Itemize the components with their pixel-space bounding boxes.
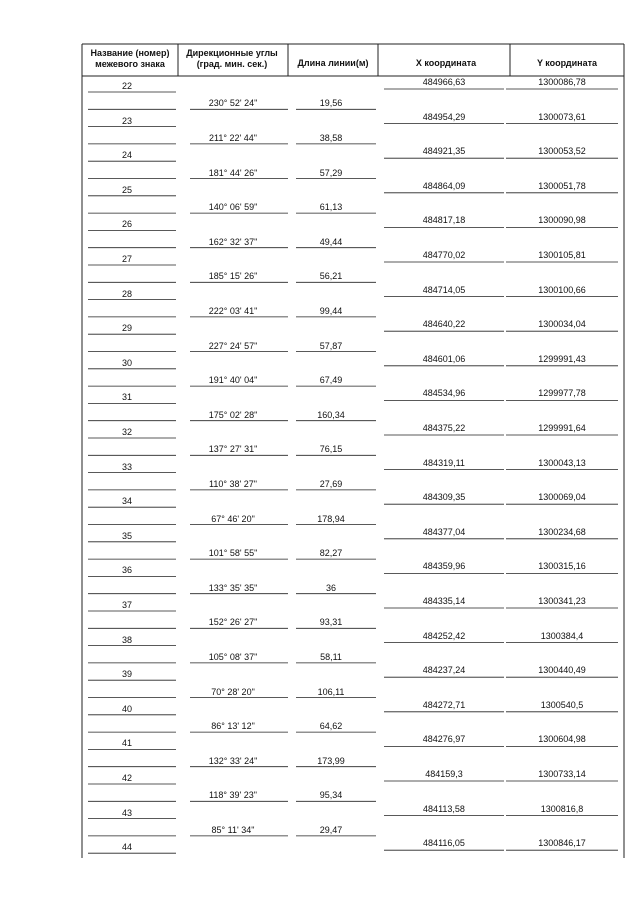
direction-angle: 110° 38' 27" (209, 478, 257, 489)
line-length: 76,15 (319, 444, 343, 455)
y-coordinate: 1300043,13 (538, 457, 586, 468)
mark-number: 32 (121, 427, 132, 437)
y-coordinate: 1300051,78 (538, 180, 586, 191)
line-length: 57,87 (319, 340, 343, 351)
mark-number: 28 (121, 288, 132, 299)
line-length: 61,13 (319, 202, 343, 213)
y-coordinate: 1300816,8 (540, 803, 584, 814)
y-coordinate: 1300086,78 (538, 77, 586, 87)
line-length: 19,56 (319, 98, 343, 109)
x-coordinate: 484640,22 (422, 319, 466, 330)
mark-number: 38 (121, 634, 132, 645)
mark-number: 35 (121, 530, 132, 541)
line-length: 95,34 (319, 790, 343, 801)
y-coordinate: 1300733,14 (538, 769, 586, 779)
line-length: 57,29 (319, 167, 343, 178)
y-coordinate: 1300440,49 (538, 665, 586, 676)
direction-angle: 152° 26' 27" (208, 617, 258, 628)
mark-number: 26 (121, 219, 132, 230)
line-length: 58,11 (320, 651, 342, 662)
direction-angle: 191° 40' 04" (208, 375, 258, 386)
y-coordinate: 1300341,23 (538, 596, 586, 606)
x-coordinate: 484601,06 (422, 353, 466, 364)
line-length: 82,27 (319, 548, 343, 559)
direction-angle: 132° 33' 24" (208, 755, 258, 766)
y-coordinate: 1300234,68 (538, 526, 586, 537)
line-length: 93,31 (319, 617, 343, 628)
line-length: 29,47 (319, 824, 343, 835)
mark-number: 36 (121, 565, 132, 576)
direction-angle: 70° 28' 20" (211, 686, 255, 697)
x-coordinate: 484534,96 (422, 388, 466, 399)
x-coordinate: 484335,14 (422, 596, 466, 606)
x-coordinate: 484359,96 (422, 561, 466, 572)
line-length: 160,34 (317, 409, 345, 420)
line-length: 49,44 (319, 236, 343, 247)
direction-angle: 133° 35' 35" (208, 582, 258, 593)
x-coordinate: 484921,35 (422, 146, 466, 157)
mark-number: 29 (121, 323, 132, 334)
y-coordinate: 1300069,04 (538, 492, 586, 503)
x-coordinate: 484276,97 (422, 734, 466, 745)
direction-angle: 162° 32' 37" (208, 236, 258, 247)
direction-angle: 185° 15' 26" (208, 271, 258, 282)
mark-number: 40 (121, 703, 132, 714)
mark-number: 34 (121, 496, 132, 507)
line-length: 106,11 (317, 686, 345, 697)
y-coordinate: 1300053,52 (538, 146, 586, 157)
line-length: 67,49 (319, 375, 343, 386)
direction-angle: 211° 22' 44" (209, 132, 257, 143)
direction-angle: 140° 06' 59" (208, 202, 258, 213)
mark-number: 33 (121, 461, 132, 472)
mark-number: 37 (121, 600, 132, 610)
y-coordinate: 1300105,81 (538, 250, 586, 260)
line-length: 27,69 (319, 478, 343, 489)
direction-angle: 101° 58' 55" (208, 548, 258, 559)
y-coordinate: 1300384,4 (540, 630, 584, 641)
x-coordinate: 484817,18 (422, 215, 466, 226)
mark-number: 24 (121, 150, 132, 161)
x-coordinate: 484714,05 (422, 284, 466, 295)
x-coordinate: 484864,09 (422, 180, 466, 191)
x-coordinate: 484770,02 (422, 250, 466, 260)
line-length: 99,44 (319, 305, 343, 316)
direction-angle: 181° 44' 26" (208, 167, 258, 178)
direction-angle: 222° 03' 41" (208, 305, 258, 316)
line-length: 64,62 (319, 721, 343, 732)
x-coordinate: 484966,63 (422, 77, 466, 87)
y-coordinate: 1300100,66 (538, 284, 586, 295)
mark-number: 27 (121, 254, 132, 264)
line-length: 173,99 (317, 755, 345, 766)
header-angle: Дирекционные углы (град. мин. сек.) (186, 48, 278, 69)
y-coordinate: 1300315,16 (538, 561, 586, 572)
x-coordinate: 484954,29 (422, 111, 466, 122)
y-coordinate: 1299991,43 (538, 353, 586, 364)
line-length: 38,58 (319, 132, 343, 143)
direction-angle: 118° 39' 23" (209, 790, 257, 801)
direction-angle: 227° 24' 57" (208, 340, 258, 351)
mark-number: 22 (121, 81, 132, 91)
mark-number: 39 (121, 669, 132, 680)
header-y: Y координата (536, 58, 598, 68)
x-coordinate: 484272,71 (422, 699, 466, 710)
direction-angle: 230° 52' 24" (208, 98, 258, 109)
x-coordinate: 484377,04 (422, 526, 466, 537)
y-coordinate: 1300034,04 (538, 319, 586, 330)
header-length: Длина линии(м) (297, 58, 369, 68)
header-x: X координата (415, 58, 477, 68)
y-coordinate: 1300073,61 (538, 111, 586, 122)
mark-number: 44 (121, 842, 132, 853)
x-coordinate: 484237,24 (422, 665, 466, 676)
x-coordinate: 484375,22 (422, 423, 466, 433)
y-coordinate: 1299991,64 (538, 423, 586, 433)
mark-number: 41 (121, 738, 132, 749)
mark-number: 25 (121, 184, 132, 195)
direction-angle: 105° 08' 37" (208, 651, 258, 662)
direction-angle: 175° 02' 28" (208, 409, 258, 420)
mark-number: 43 (121, 807, 132, 818)
x-coordinate: 484159,3 (425, 769, 463, 779)
y-coordinate: 1300604,98 (538, 734, 586, 745)
x-coordinate: 484309,35 (422, 492, 466, 503)
direction-angle: 85° 11' 34" (211, 824, 255, 835)
y-coordinate: 1299977,78 (538, 388, 586, 399)
direction-angle: 86° 13' 12" (211, 721, 255, 732)
mark-number: 23 (121, 115, 132, 126)
line-length: 56,21 (319, 271, 343, 282)
line-length: 178,94 (317, 513, 345, 524)
direction-angle: 137° 27' 31" (208, 444, 258, 455)
y-coordinate: 1300540,5 (540, 699, 584, 710)
y-coordinate: 1300846,17 (538, 838, 586, 849)
mark-number: 31 (121, 392, 132, 403)
y-coordinate: 1300090,98 (538, 215, 586, 226)
mark-number: 42 (121, 773, 132, 783)
x-coordinate: 484252,42 (422, 630, 466, 641)
x-coordinate: 484319,11 (423, 457, 465, 468)
direction-angle: 67° 46' 20" (211, 513, 255, 524)
header-name: Название (номер) межевого знака (90, 48, 170, 69)
x-coordinate: 484113,58 (423, 803, 465, 814)
x-coordinate: 484116,05 (423, 838, 465, 849)
mark-number: 30 (121, 357, 132, 368)
line-length: 36 (325, 582, 336, 593)
